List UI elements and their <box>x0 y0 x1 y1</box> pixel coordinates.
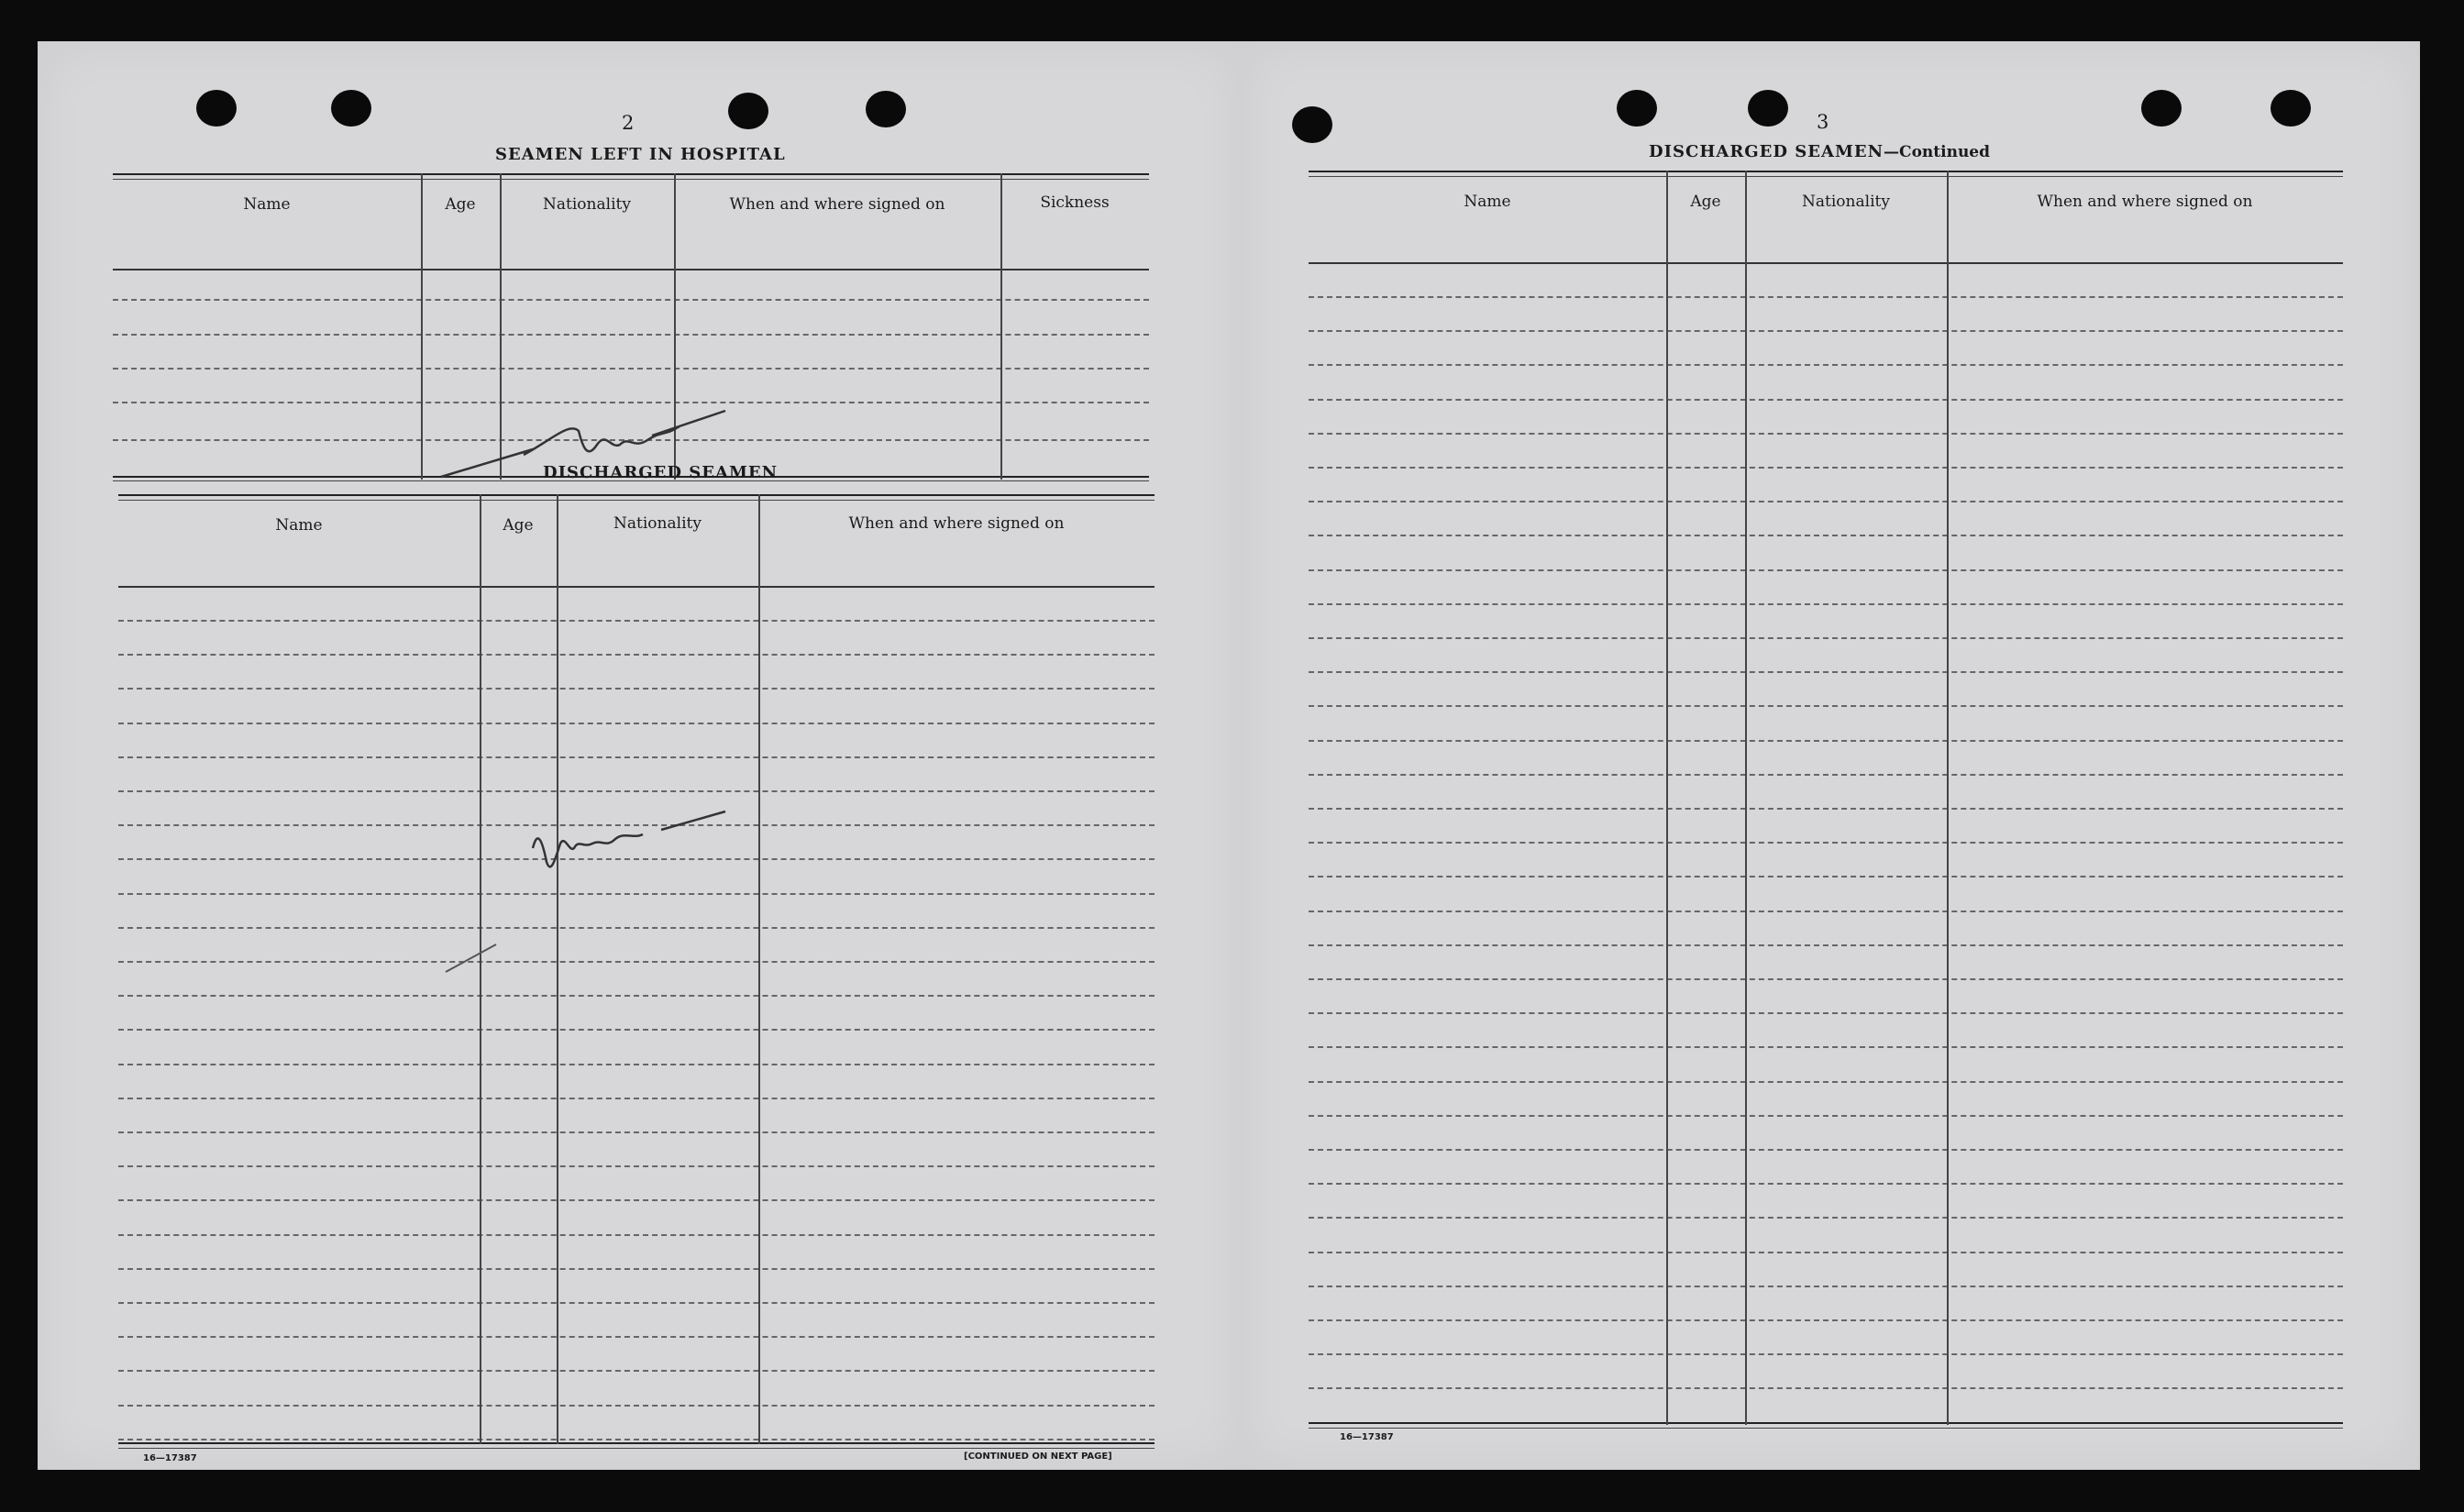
table-row <box>1309 978 2343 980</box>
table-row <box>118 1098 1155 1099</box>
punch-hole <box>1748 90 1788 127</box>
table-row <box>1309 944 2343 946</box>
table-row <box>1309 1319 2343 1321</box>
table-row <box>1309 1353 2343 1355</box>
column-header-name: Name <box>1464 193 1511 211</box>
hospital-heading: SEAMEN LEFT IN HOSPITAL <box>495 145 786 164</box>
table-row <box>118 654 1155 656</box>
punch-hole <box>196 90 237 127</box>
discharged-continued-heading <box>1649 142 1990 161</box>
table-row <box>1309 671 2343 673</box>
table-row <box>1309 1012 2343 1014</box>
column-header-name: Name <box>243 195 291 214</box>
column-header-signed-on: When and where signed on <box>729 195 945 214</box>
punch-hole <box>1292 106 1332 143</box>
table-row <box>113 299 1149 301</box>
punch-hole <box>331 90 371 127</box>
page-number: 3 <box>1817 111 1829 133</box>
handwritten-stroke <box>441 935 551 981</box>
table-row <box>1309 774 2343 776</box>
table-row <box>1309 364 2343 366</box>
table-row <box>118 1336 1155 1338</box>
heading-main: DISCHARGED SEAMEN <box>1649 142 1884 161</box>
table-row <box>1309 501 2343 502</box>
handwritten-none-mark <box>524 775 762 894</box>
table-row <box>118 995 1155 997</box>
table-row <box>1309 1217 2343 1219</box>
table-row <box>118 1302 1155 1304</box>
table-row <box>1309 911 2343 912</box>
form-number: 16—17387 <box>1340 1432 1394 1442</box>
punch-hole <box>866 91 906 127</box>
table-row <box>118 1199 1155 1201</box>
table-row <box>118 723 1155 724</box>
punch-hole <box>2271 90 2311 127</box>
table-row <box>113 334 1149 336</box>
table-row <box>1309 876 2343 877</box>
column-header-age: Age <box>1690 193 1721 211</box>
table-row <box>118 1439 1155 1440</box>
table-row <box>118 1405 1155 1407</box>
table-row <box>1309 467 2343 469</box>
table-row <box>118 756 1155 758</box>
table-row <box>118 620 1155 622</box>
heading-suffix: —Continued <box>1884 143 1991 161</box>
table-row <box>1309 433 2343 435</box>
table-row <box>1309 603 2343 605</box>
column-header-sickness: Sickness <box>1040 193 1110 212</box>
table-row <box>1309 740 2343 742</box>
table-row <box>113 368 1149 370</box>
table-row <box>1309 1115 2343 1117</box>
column-header-signed-on: When and where signed on <box>2037 193 2253 211</box>
table-row <box>118 1370 1155 1372</box>
form-number: 16—17387 <box>143 1453 197 1463</box>
table-row <box>118 1029 1155 1031</box>
table-row <box>1309 1081 2343 1083</box>
discharged-table <box>118 494 1155 1448</box>
table-row <box>1309 1183 2343 1185</box>
column-header-age: Age <box>503 516 534 535</box>
table-row <box>118 1234 1155 1236</box>
discharged-continued-table <box>1309 171 2343 1431</box>
table-row <box>1309 1149 2343 1151</box>
table-row <box>1309 705 2343 707</box>
column-header-age: Age <box>445 195 476 214</box>
table-row <box>118 1131 1155 1133</box>
table-row <box>1309 535 2343 536</box>
column-header-signed-on: When and where signed on <box>848 514 1065 533</box>
table-row <box>1309 330 2343 332</box>
page-number: 2 <box>622 112 635 134</box>
table-row <box>118 927 1155 929</box>
column-header-nationality: Nationality <box>613 514 702 533</box>
punch-hole <box>728 93 768 129</box>
discharged-heading: DISCHARGED SEAMEN <box>543 463 779 482</box>
table-row <box>1309 842 2343 844</box>
punch-hole <box>2141 90 2182 127</box>
table-row <box>1309 1252 2343 1253</box>
table-row <box>118 688 1155 690</box>
column-header-nationality: Nationality <box>1802 193 1890 211</box>
right-page <box>1241 41 2420 1470</box>
table-row <box>118 1268 1155 1270</box>
column-header-nationality: Nationality <box>543 195 631 214</box>
table-row <box>1309 1046 2343 1048</box>
table-row <box>118 1064 1155 1065</box>
table-row <box>1309 637 2343 639</box>
table-row <box>1309 399 2343 401</box>
left-page <box>38 41 1241 1470</box>
column-header-name: Name <box>275 516 323 535</box>
table-row <box>1309 296 2343 298</box>
table-row <box>1309 1286 2343 1287</box>
table-row <box>1309 808 2343 810</box>
table-row <box>118 961 1155 963</box>
table-row <box>1309 1387 2343 1389</box>
table-row <box>1309 569 2343 571</box>
punch-hole <box>1617 90 1657 127</box>
table-row <box>118 1165 1155 1167</box>
continued-note: [CONTINUED ON NEXT PAGE] <box>964 1451 1112 1462</box>
